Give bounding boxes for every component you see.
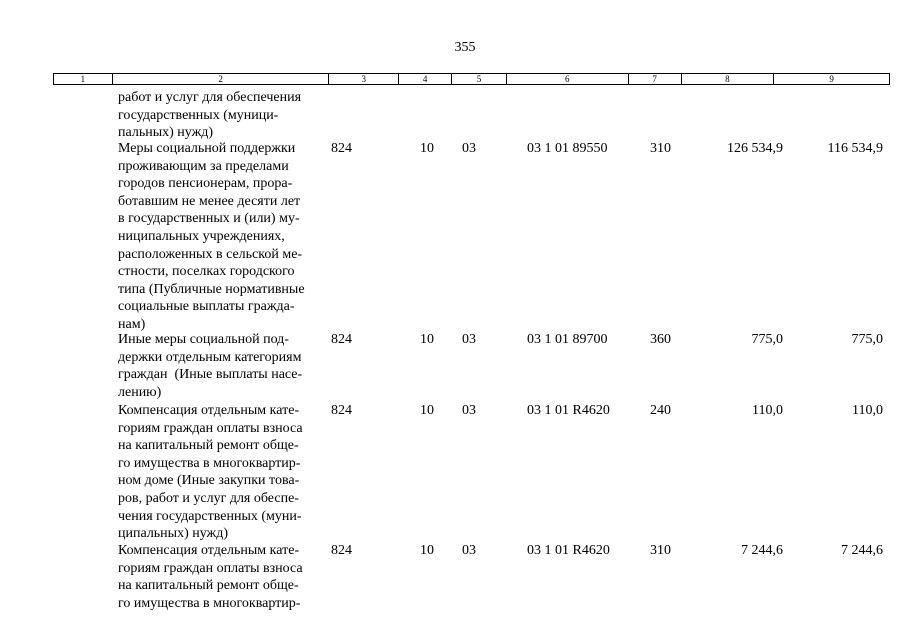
header-col-1: 1 [80,74,86,84]
cell-code-6: 03 1 01 R4620 [527,403,610,418]
cell-code-3: 824 [331,332,352,347]
cell-code-4: 10 [420,141,434,156]
cell-code-5: 03 [462,543,476,558]
row-description: Компенсация отдельным кате- гориям граждан оплаты взноса на капитальный ремонт обще- го имущества в многоквартир- ном доме (Иные закупки това- ров, работ и услуг для обеспе- чения государственных (муни- ципальных) нужд) [118,403,303,542]
cell-amount-9: 116 534,9 [827,141,883,156]
header-col-5: 5 [451,74,506,84]
header-col-6: 6 [506,74,628,84]
cell-code-3: 824 [331,141,352,156]
cell-code-7: 310 [650,543,671,558]
cell-amount-9: 775,0 [851,332,883,347]
header-col-9: 9 [773,74,889,84]
header-col-4: 4 [398,74,451,84]
cell-code-6: 03 1 01 89550 [527,141,608,156]
cell-amount-8: 775,0 [751,332,783,347]
header-col-2: 2 [112,74,328,84]
cell-code-3: 824 [331,403,352,418]
cell-amount-8: 110,0 [752,403,783,418]
header-col-3: 3 [328,74,398,84]
cell-amount-8: 126 534,9 [727,141,783,156]
row-description: Иные меры социальной под- держки отдельным категориям граждан (Иные выплаты насе- лению) [118,332,303,400]
cell-code-7: 240 [650,403,671,418]
cell-amount-9: 110,0 [852,403,883,418]
row-description: Меры социальной поддержки проживающим за пределами городов пенсионерам, прора- ботавшим не менее десяти лет в государственных и (или) му- ниципальных учреждениях, расположенных в сельской ме- стности, поселках городского типа (Публичные нормативные социальные выплаты гражда- нам) [118,141,305,332]
cell-code-6: 03 1 01 R4620 [527,543,610,558]
cell-code-4: 10 [420,403,434,418]
continued-description: работ и услуг для обеспечения государственных (муници- пальных) нужд) [118,90,302,141]
cell-code-5: 03 [462,332,476,347]
header-col-7: 7 [628,74,681,84]
cell-code-7: 360 [650,332,671,347]
cell-amount-8: 7 244,6 [741,543,783,558]
cell-code-4: 10 [420,543,434,558]
cell-code-3: 824 [331,543,352,558]
cell-code-4: 10 [420,332,434,347]
cell-code-7: 310 [650,141,671,156]
cell-code-6: 03 1 01 89700 [527,332,608,347]
cell-amount-9: 7 244,6 [841,543,883,558]
page-number: 355 [454,40,476,55]
table-header-row [53,73,890,85]
cell-code-5: 03 [462,141,476,156]
cell-code-5: 03 [462,403,476,418]
header-col-8: 8 [681,74,774,84]
row-description: Компенсация отдельным кате- гориям граждан оплаты взноса на капитальный ремонт обще- го имущества в многоквартир- [118,543,303,611]
